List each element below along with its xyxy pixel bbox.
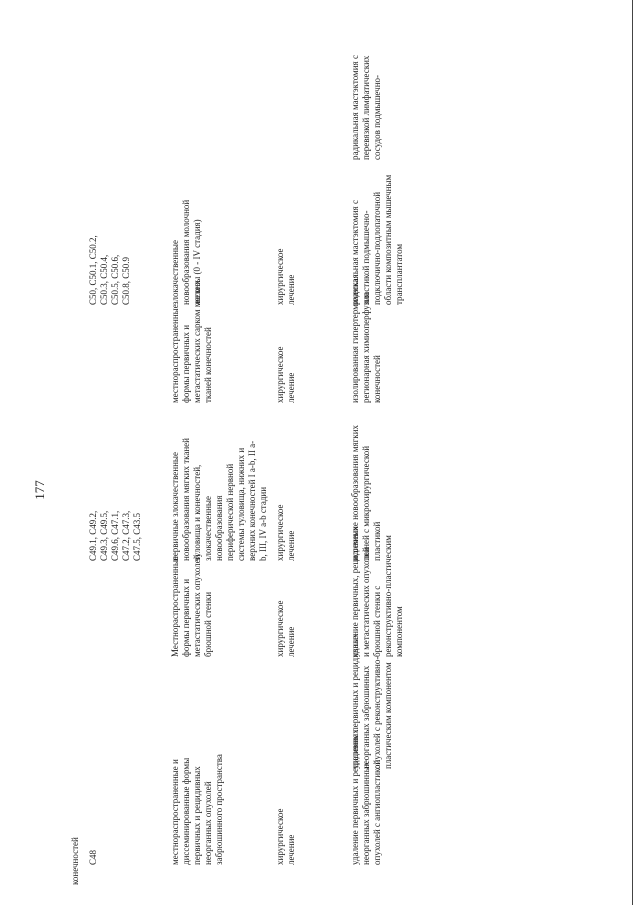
disease-cell-line: Местнораспространенные <box>170 556 180 657</box>
treatment-method-cell-line: пластическим компонентом <box>383 662 393 769</box>
disease-cell-line: формы первичных и <box>181 324 191 403</box>
disease-cell-line: местнораспространенные <box>170 304 180 403</box>
disease-cell-line: забрюшинного пространства <box>214 754 224 865</box>
treatment-method-cell-line: удаление первичных и рецидивных <box>350 729 360 865</box>
disease-cell-line: злокачественные <box>170 240 180 305</box>
treatment-type-cell <box>275 601 297 657</box>
icd-code-cell-line: C47.5, C43.5 <box>132 512 142 561</box>
disease-cell-line: диссеминированные формы <box>181 757 191 865</box>
icd-code-cell-line: C50.5, C50.6, <box>110 254 120 305</box>
icd-code-cell <box>88 235 132 305</box>
disease-cell-line: туловища и конечностей, <box>192 464 202 561</box>
disease-cell-line: метастатических опухолей <box>192 554 202 657</box>
page-edge-divider <box>632 0 633 905</box>
disease-cell-line: неорганных опухолей <box>203 781 213 865</box>
icd-code-cell-line: C50.3, C50.4, <box>99 254 109 305</box>
treatment-method-cell-line: брюшной стенки с <box>372 585 382 657</box>
icd-code-cell-line: C50.8, C50.9 <box>121 256 131 305</box>
treatment-type-cell-line: лечение <box>286 834 296 865</box>
treatment-method-cell-line: перевязкой лимфатических <box>361 55 371 160</box>
treatment-type-cell-line: лечение <box>286 626 296 657</box>
treatment-method-cell-line: и метастатических опухолей <box>361 547 371 657</box>
treatment-type-cell-line: хирургическое <box>275 346 285 403</box>
icd-code-cell-line: C49.6, C47.1, <box>110 510 120 561</box>
disease-cell-line: первичных и рецидивных <box>192 766 202 865</box>
disease-cell <box>170 438 269 561</box>
icd-code-cell-line: C47.2, C47.3, <box>121 510 131 561</box>
disease-cell-line: брюшной стенки <box>203 591 213 657</box>
treatment-method-cell-line: пластикой подмышечно- <box>361 210 371 305</box>
icd-code-cell <box>88 511 143 561</box>
treatment-method-cell-line: сосудов подмышечно- <box>372 74 382 160</box>
treatment-type-cell-line: лечение <box>286 372 296 403</box>
treatment-method-cell-line: опухолей с реконструктивно- <box>372 656 382 769</box>
disease-cell-line: новообразования мягких тканей <box>181 438 191 561</box>
treatment-method-cell-line: компонентом <box>394 606 404 657</box>
treatment-type-cell <box>275 347 297 403</box>
disease-cell-line: верхних конечностей I a-b, II a- <box>247 440 257 561</box>
icd-code-cell-line: C50, C50.1, C50.2, <box>88 235 98 305</box>
treatment-method-cell <box>350 425 383 561</box>
page-number: 177 <box>32 480 47 500</box>
disease-cell <box>170 754 225 865</box>
treatment-method-cell-line: удаление первичных, рецидивных <box>350 526 360 657</box>
icd-code-cell-line: C48 <box>88 849 98 865</box>
disease-cell-line: новообразования молочной <box>181 199 191 305</box>
disease-cell <box>170 554 214 657</box>
treatment-method-cell-line: удаление первичных и рецидивных <box>350 633 360 769</box>
treatment-method-cell-line: регионарная химиоперфузия <box>361 292 371 403</box>
disease-cell-line: новообразования <box>214 495 224 561</box>
treatment-method-cell-line: иссечение новообразования мягких <box>350 424 360 561</box>
treatment-type-cell <box>275 809 297 865</box>
treatment-method-cell-line: области композитным мышечным <box>383 174 393 305</box>
treatment-method-cell-line: пластикой <box>372 521 382 561</box>
treatment-type-cell-line: лечение <box>286 530 296 561</box>
treatment-method-cell-line: тканей с микрохирургической <box>361 445 371 561</box>
rotated-table <box>32 55 620 885</box>
treatment-type-cell-line: хирургическое <box>275 808 285 865</box>
treatment-method-cell-line: неорганных забрюшинных <box>361 761 371 865</box>
treatment-method-cell-line: подключично-подлопаточной <box>372 191 382 305</box>
top-fragment: конечностей <box>70 837 80 885</box>
treatment-method-cell-line: реконструктивно-пластическим <box>383 535 393 657</box>
treatment-method-cell <box>350 175 405 305</box>
disease-cell-line: формы первичных и <box>181 578 191 657</box>
disease-cell-line: системы туловища, нижних и <box>236 447 246 561</box>
disease-cell-line: первичные злокачественные <box>170 452 180 561</box>
treatment-type-cell-line: хирургическое <box>275 600 285 657</box>
treatment-method-cell-line: радикальная мастэктомия с <box>350 55 360 160</box>
icd-code-cell-line: C49.3, C49.5, <box>99 510 109 561</box>
disease-cell-line: железы (0 - IV стадия) <box>192 219 202 305</box>
treatment-type-cell <box>275 505 297 561</box>
treatment-method-cell-line: радикальная мастэктомия с <box>350 200 360 305</box>
disease-cell <box>170 200 203 305</box>
treatment-method-cell-line: трансплантатом <box>394 243 404 305</box>
treatment-method-cell-line: конечностей <box>372 355 382 403</box>
disease-cell-line: злокачественные <box>203 496 213 561</box>
icd-code-cell-line: C49.1, C49.2, <box>88 510 98 561</box>
icd-code-cell <box>88 850 99 865</box>
treatment-type-cell-line: лечение <box>286 274 296 305</box>
treatment-method-cell-line: опухолей с ангиопластикой <box>372 759 382 865</box>
treatment-method-cell <box>350 55 383 160</box>
disease-cell-line: тканей конечностей <box>203 327 213 403</box>
treatment-method-cell-line: неорганных забрюшинных <box>361 665 371 769</box>
disease-cell-line: местнораспространенные и <box>170 759 180 865</box>
disease-cell-line: b, III, IV a-b стадии <box>258 486 268 561</box>
treatment-type-cell <box>275 249 297 305</box>
disease-cell-line: периферической нервной <box>225 463 235 561</box>
treatment-method-cell-line: изолированная гипертермическая <box>350 274 360 403</box>
disease-cell-line: метастатических сарком мягких <box>192 280 202 403</box>
treatment-type-cell-line: хирургическое <box>275 504 285 561</box>
treatment-type-cell-line: хирургическое <box>275 248 285 305</box>
